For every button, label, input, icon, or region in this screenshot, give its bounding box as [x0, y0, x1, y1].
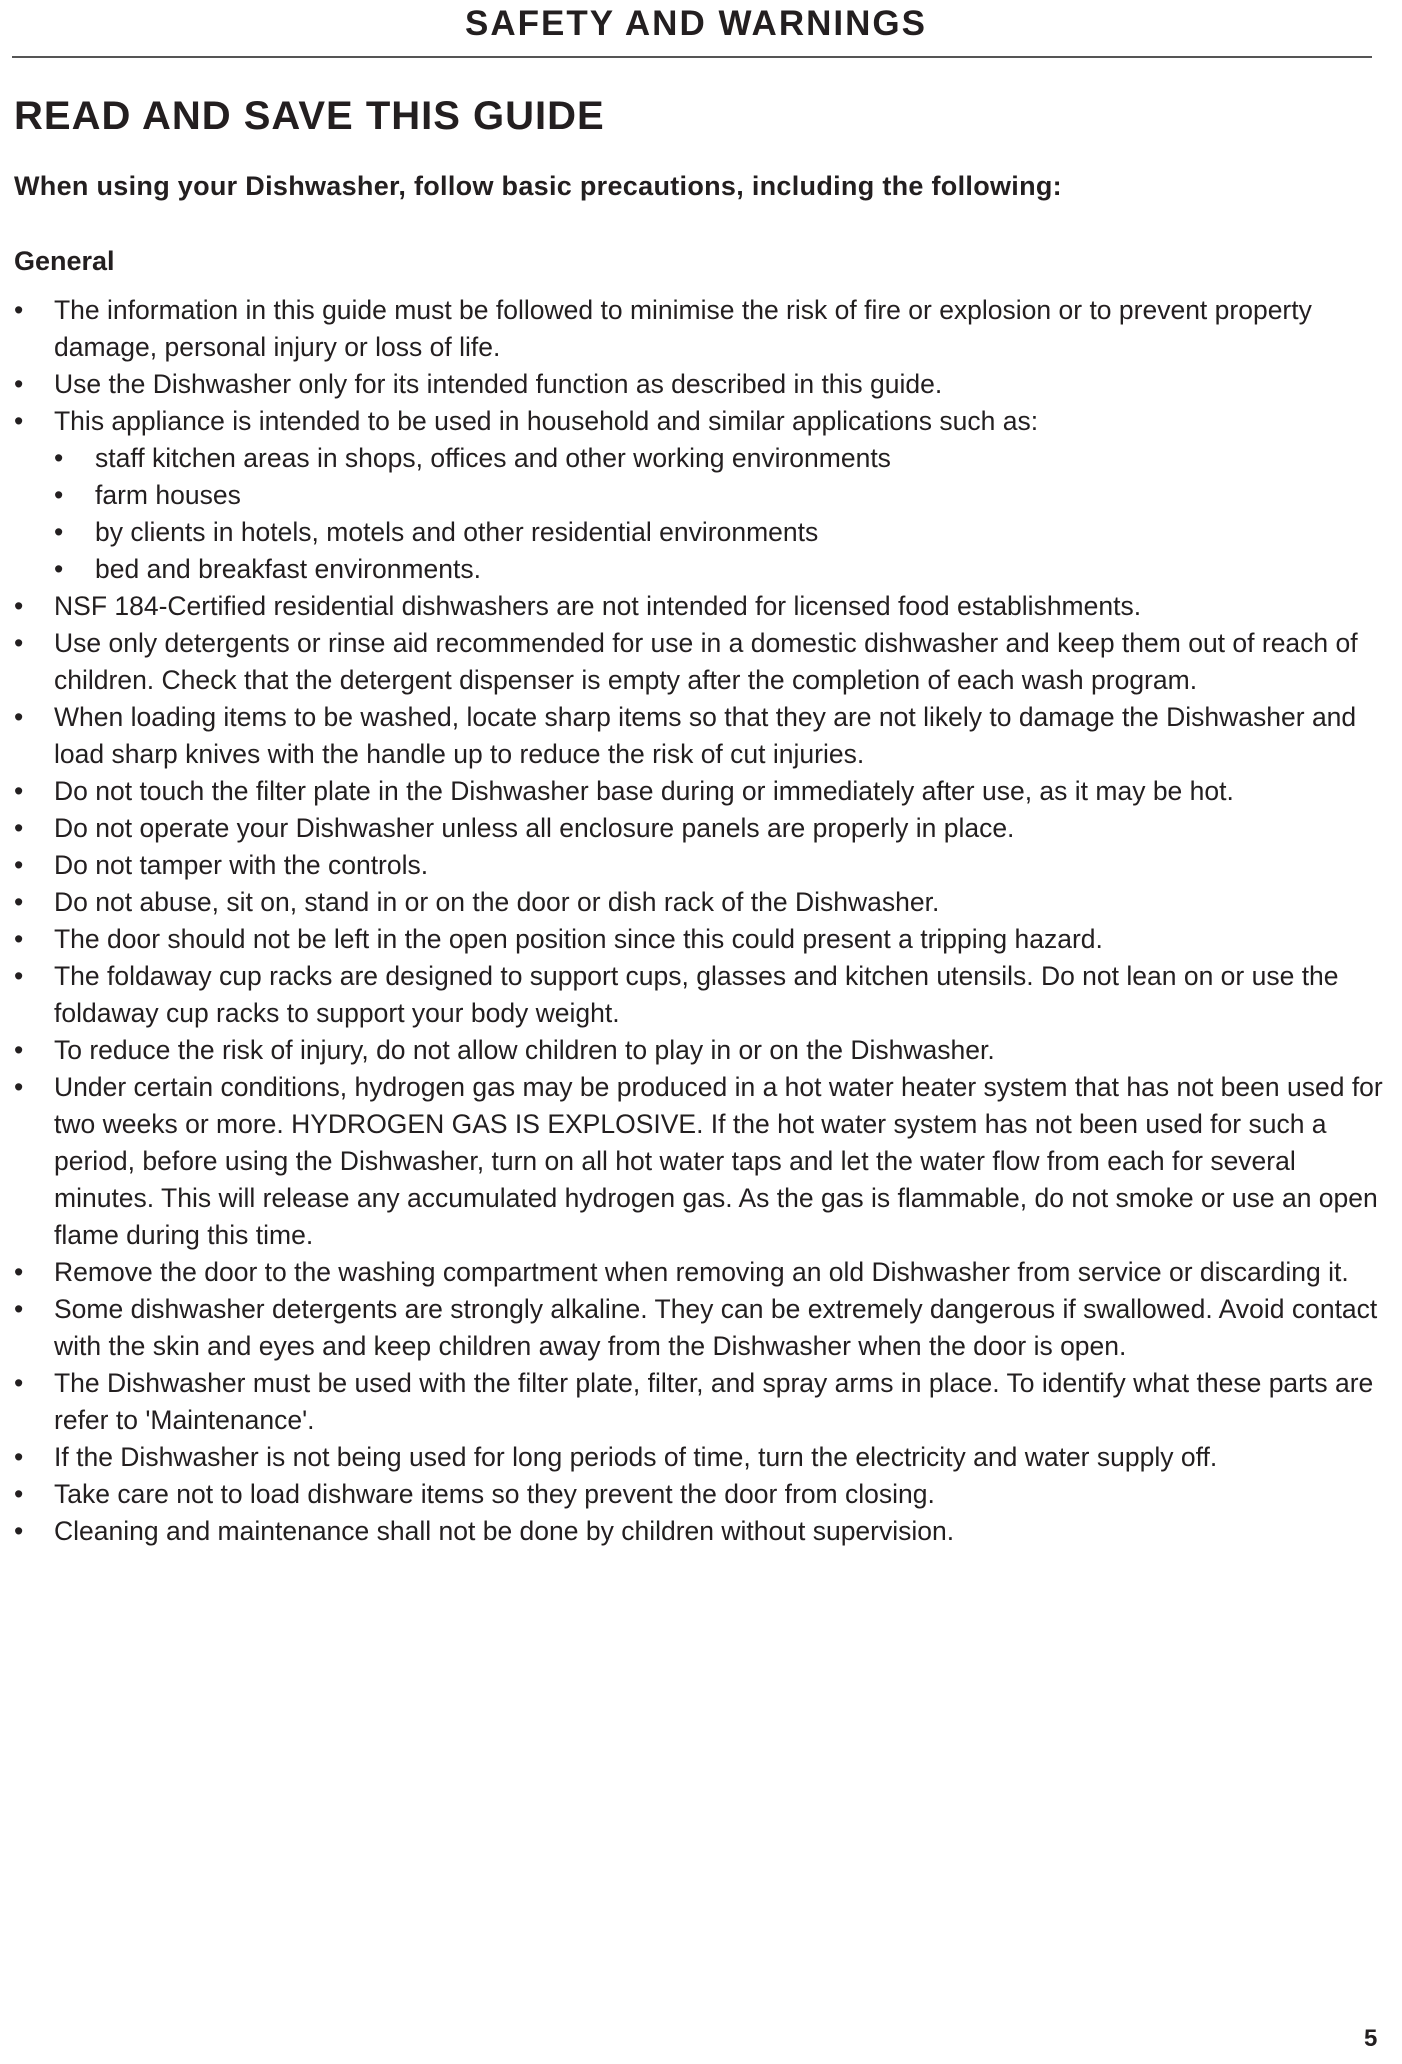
- list-item-text: Take care not to load dishware items so they prevent the door from closing.: [54, 1479, 935, 1509]
- sub-list-item-text: farm houses: [95, 480, 241, 510]
- sub-list-item-text: bed and breakfast environments.: [95, 554, 481, 584]
- list-item: [14, 1254, 1384, 1291]
- bullet-icon: •: [14, 1035, 24, 1065]
- list-item-text: Use only detergents or rinse aid recommended for use in a domestic dishwasher and keep them out of reach of children. Check that the detergent dispenser is empty after the completion of each wash program.: [54, 628, 1358, 695]
- list-item: [14, 625, 1384, 699]
- bullet-icon: •: [14, 776, 24, 806]
- list-item-text: Do not abuse, sit on, stand in or on the door or dish rack of the Dishwasher.: [54, 887, 940, 917]
- bullet-icon: •: [14, 961, 24, 991]
- sub-list-item: [54, 551, 1384, 588]
- list-item: [14, 1476, 1384, 1513]
- bullet-icon: •: [14, 1442, 24, 1472]
- list-item-text: Do not tamper with the controls.: [54, 850, 429, 880]
- list-item: [14, 1032, 1384, 1069]
- sub-list-item-text: staff kitchen areas in shops, offices and other working environments: [95, 443, 891, 473]
- list-item: [14, 699, 1384, 773]
- list-item: [14, 1291, 1384, 1365]
- list-item: [14, 773, 1384, 810]
- header-divider: [12, 56, 1372, 58]
- bullet-icon: •: [54, 480, 64, 510]
- bullet-icon: •: [14, 850, 24, 880]
- sub-list-item-text: by clients in hotels, motels and other residential environments: [95, 517, 819, 547]
- bullet-icon: •: [54, 443, 64, 473]
- bullet-icon: •: [14, 628, 24, 658]
- applications-sublist: [54, 440, 1384, 588]
- bullet-icon: •: [14, 1479, 24, 1509]
- bullet-icon: •: [14, 369, 24, 399]
- sub-list-item: [54, 440, 1384, 477]
- list-item: [14, 1365, 1384, 1439]
- list-item: [14, 958, 1384, 1032]
- list-item: [14, 884, 1384, 921]
- bullet-icon: •: [54, 517, 64, 547]
- sub-list-item: [54, 514, 1384, 551]
- list-item: [14, 810, 1384, 847]
- intro-text: When using your Dishwasher, follow basic precautions, including the following:: [14, 171, 1062, 201]
- page-title: READ AND SAVE THIS GUIDE: [14, 94, 605, 138]
- list-item-text: If the Dishwasher is not being used for long periods of time, turn the electricity and water supply off.: [54, 1442, 1218, 1472]
- list-item-text: Under certain conditions, hydrogen gas may be produced in a hot water heater system that has not been used for two weeks or more. HYDROGEN GAS IS EXPLOSIVE. If the hot water system has not been used for such a period, before using the Dishwasher, turn on all hot water taps and let the water flow from each for several minutes. This will release any accumulated hydrogen gas. As the gas is flammable, do not smoke or use an open flame during this time.: [54, 1072, 1383, 1250]
- list-item-text: NSF 184-Certified residential dishwashers are not intended for licensed food establishments.: [54, 591, 1142, 621]
- bullet-icon: •: [14, 295, 24, 325]
- bullet-icon: •: [14, 1368, 24, 1398]
- precautions-list: [14, 292, 1384, 1550]
- list-item: [14, 403, 1384, 588]
- section-header-title: SAFETY AND WARNINGS: [465, 4, 927, 43]
- bullet-icon: •: [54, 554, 64, 584]
- bullet-icon: •: [14, 887, 24, 917]
- list-item-text: The foldaway cup racks are designed to support cups, glasses and kitchen utensils. Do not lean on or use the foldaway cup racks to support your body weight.: [54, 961, 1339, 1028]
- list-item-text: Do not touch the filter plate in the Dishwasher base during or immediately after use, as it may be hot.: [54, 776, 1234, 806]
- bullet-icon: •: [14, 1516, 24, 1546]
- list-item: [14, 292, 1384, 366]
- list-item-text: Cleaning and maintenance shall not be done by children without supervision.: [54, 1516, 955, 1546]
- list-item: [14, 1513, 1384, 1550]
- list-item-text: Some dishwasher detergents are strongly alkaline. They can be extremely dangerous if swallowed. Avoid contact with the skin and eyes and keep children away from the Dishwasher when the door is open.: [54, 1294, 1378, 1361]
- list-item: [14, 588, 1384, 625]
- bullet-icon: •: [14, 591, 24, 621]
- list-item: [14, 847, 1384, 884]
- list-item-text: This appliance is intended to be used in household and similar applications such as:: [54, 406, 1039, 436]
- list-item-text: When loading items to be washed, locate sharp items so that they are not likely to damage the Dishwasher and load sharp knives with the handle up to reduce the risk of cut injuries.: [54, 702, 1357, 769]
- bullet-icon: •: [14, 813, 24, 843]
- bullet-icon: •: [14, 1072, 24, 1102]
- bullet-icon: •: [14, 1257, 24, 1287]
- bullet-icon: •: [14, 924, 24, 954]
- list-item: [14, 921, 1384, 958]
- list-item-text: To reduce the risk of injury, do not allow children to play in or on the Dishwasher.: [54, 1035, 995, 1065]
- list-item-text: The door should not be left in the open position since this could present a tripping hazard.: [54, 924, 1103, 954]
- list-item-text: Use the Dishwasher only for its intended function as described in this guide.: [54, 369, 943, 399]
- section-heading-general: General: [14, 246, 115, 276]
- bullet-icon: •: [14, 702, 24, 732]
- list-item-text: The Dishwasher must be used with the filter plate, filter, and spray arms in place. To identify what these parts are refer to 'Maintenance'.: [54, 1368, 1374, 1435]
- list-item: [14, 1069, 1384, 1254]
- bullet-icon: •: [14, 406, 24, 436]
- list-item-text: Do not operate your Dishwasher unless all enclosure panels are properly in place.: [54, 813, 1015, 843]
- list-item-text: Remove the door to the washing compartment when removing an old Dishwasher from service or discarding it.: [54, 1257, 1349, 1287]
- sub-list-item: [54, 477, 1384, 514]
- list-item-text: The information in this guide must be followed to minimise the risk of fire or explosion or to prevent property damage, personal injury or loss of life.: [54, 295, 1312, 362]
- list-item: [14, 1439, 1384, 1476]
- page-number: 5: [1364, 2025, 1378, 2052]
- bullet-icon: •: [14, 1294, 24, 1324]
- list-item: [14, 366, 1384, 403]
